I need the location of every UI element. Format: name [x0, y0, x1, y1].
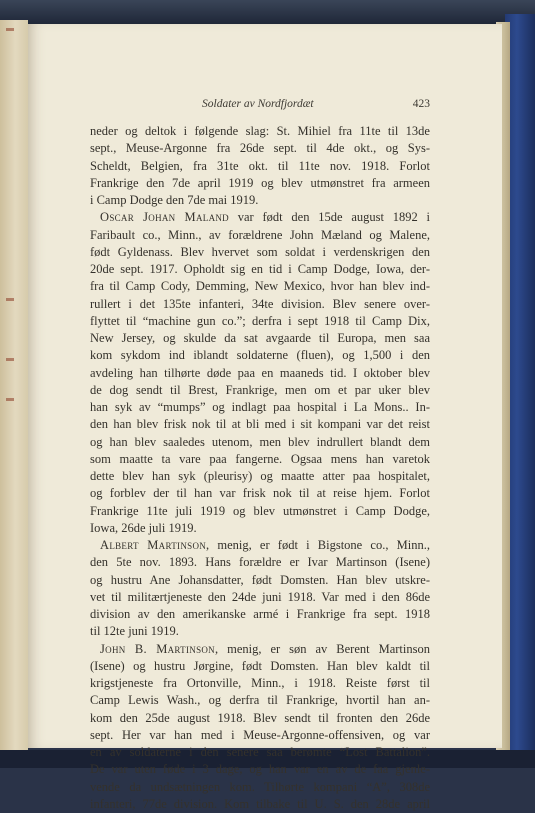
- paragraph-albert-martinson: [90, 537, 430, 641]
- page-number: 423: [413, 98, 430, 110]
- text-line: flyttet til “machine gun co.”; derfra i sept 1918 til Camp Dix,: [90, 313, 430, 330]
- text-line: sept., Meuse-Argonne fra 26de sept. til 4de okt., og Sys-: [90, 140, 430, 157]
- soldier-name: John B. Martinson: [100, 642, 215, 656]
- text-line: som maatte ta vare paa fangerne. Ogsaa mens han varetok: [90, 451, 430, 468]
- text-fragment: , menig, er født i Bigstone co., Minn.,: [206, 538, 430, 552]
- binding-thread-mark: [6, 398, 14, 401]
- text-line: og hustru Ane Johansdatter, født Domsten. Han blev utskre-: [90, 572, 430, 589]
- page-body: [90, 123, 430, 813]
- text-line: den 5te nov. 1893. Hans forældre er Ivar Martinson (Isene): [90, 554, 430, 571]
- text-fragment: var født den 15de august 1892 i: [229, 210, 430, 224]
- text-line: og forblev der til han var frisk nok til at reise hjem. Forlot: [90, 485, 430, 502]
- text-line: Frankrige den 7de april 1919 og blev utmønstret fra armeen: [90, 175, 430, 192]
- text-line: rullert i det 135te infanteri, 34te division. Blev senere over-: [90, 296, 430, 313]
- text-line: Iowa, 26de juli 1919.: [90, 520, 430, 537]
- text-line: sept. Her var han med i Meuse-Argonne-offensiven, og var: [90, 727, 430, 744]
- text-line: Faribault co., Minn., av forældrene John Mæland og Malene,: [90, 227, 430, 244]
- text-line: [90, 537, 430, 554]
- paragraph-john-martinson: [90, 641, 430, 813]
- text-line: til 12te juni 1919.: [90, 623, 430, 640]
- text-line: de dog sendt til Brest, Frankrige, men om et par uker blev: [90, 382, 430, 399]
- text-line: [90, 209, 430, 226]
- text-line: Scheldt, Belgien, fra 31te okt. til 11te nov. 1918. Forlot: [90, 158, 430, 175]
- text-line: division av den amerikanske armé i Frankrige fra sept. 1918: [90, 606, 430, 623]
- running-title: Soldater av Nordfjordæt: [202, 98, 314, 110]
- text-line: infanteri, 77de division. Kom tilbake til U. S. den 28de april: [90, 796, 430, 813]
- binding-thread-mark: [6, 28, 14, 31]
- binding-thread-mark: [6, 358, 14, 361]
- text-line: i Camp Dodge den 7de mai 1919.: [90, 192, 430, 209]
- text-line: Camp Lewis Wash., og derfra til Frankrige, hvortil han an-: [90, 692, 430, 709]
- text-line: (Isene) og hustru Jørgine, født Domsten. Han blev kaldt til: [90, 658, 430, 675]
- text-line: og han blev saaledes utenom, men blev indrullert blandt dem: [90, 434, 430, 451]
- text-line: vet til militærtjeneste den 24de juni 1918. Var med i den 86de: [90, 589, 430, 606]
- text-line: De var uten føde i 3 dage, og han var en av de faa gjenle-: [90, 761, 430, 778]
- text-fragment: , menig, er søn av Berent Martinson: [215, 642, 430, 656]
- left-page-gutter: [0, 20, 28, 750]
- text-line: Frankrige 11te juli 1919 og blev utmønstret i Camp Dodge,: [90, 503, 430, 520]
- book-page: [28, 24, 502, 748]
- text-line: kom den 25de august 1918. Blev sendt til fronten den 26de: [90, 710, 430, 727]
- text-line: den han blev frisk nok til at bli med i sit kompani var det reist: [90, 416, 430, 433]
- text-line: neder og deltok i følgende slag: St. Mihiel fra 11te til 13de: [90, 123, 430, 140]
- text-line: han syk av “mumps” og indlagt paa hospital i La Mons.. In-: [90, 399, 430, 416]
- paragraph-continuation: [90, 123, 430, 209]
- top-background: [0, 0, 535, 24]
- page-header: [28, 98, 430, 114]
- paragraph-oscar-maland: [90, 209, 430, 537]
- text-line: avdeling han tilhørte døde paa en maaneds tid. I oktober blev: [90, 365, 430, 382]
- text-line: 20de sept. 1917. Opholdt sig en tid i Camp Dodge, Iowa, der-: [90, 261, 430, 278]
- text-line: fra til Camp Cody, Demming, New Mexico, hvor han blev ind-: [90, 278, 430, 295]
- soldier-name: Albert Martinson: [100, 538, 206, 552]
- text-line: født Gyldenass. Blev hvervet som soldat i verdenskrigen den: [90, 244, 430, 261]
- text-line: vende da undsætningen kom. Tilhørte kompani “A”, 308de: [90, 779, 430, 796]
- soldier-name: Oscar Johan Maland: [100, 210, 229, 224]
- text-line: en av soldaterne i den senere saa berømte “Lost Battalion”.: [90, 744, 430, 761]
- text-line: kom sykdom ind iblandt soldaterne (fluen), og 1,500 i den: [90, 347, 430, 364]
- binding-thread-mark: [6, 298, 14, 301]
- text-line: krigstjeneste fra Ortonville, Minn., i 1918. Reiste først til: [90, 675, 430, 692]
- text-line: New Jersey, og skulde da sat avgaarde til Europa, men saa: [90, 330, 430, 347]
- text-line: dette blev han syk (pleurisy) og maatte atter paa hospitalet,: [90, 468, 430, 485]
- text-line: [90, 641, 430, 658]
